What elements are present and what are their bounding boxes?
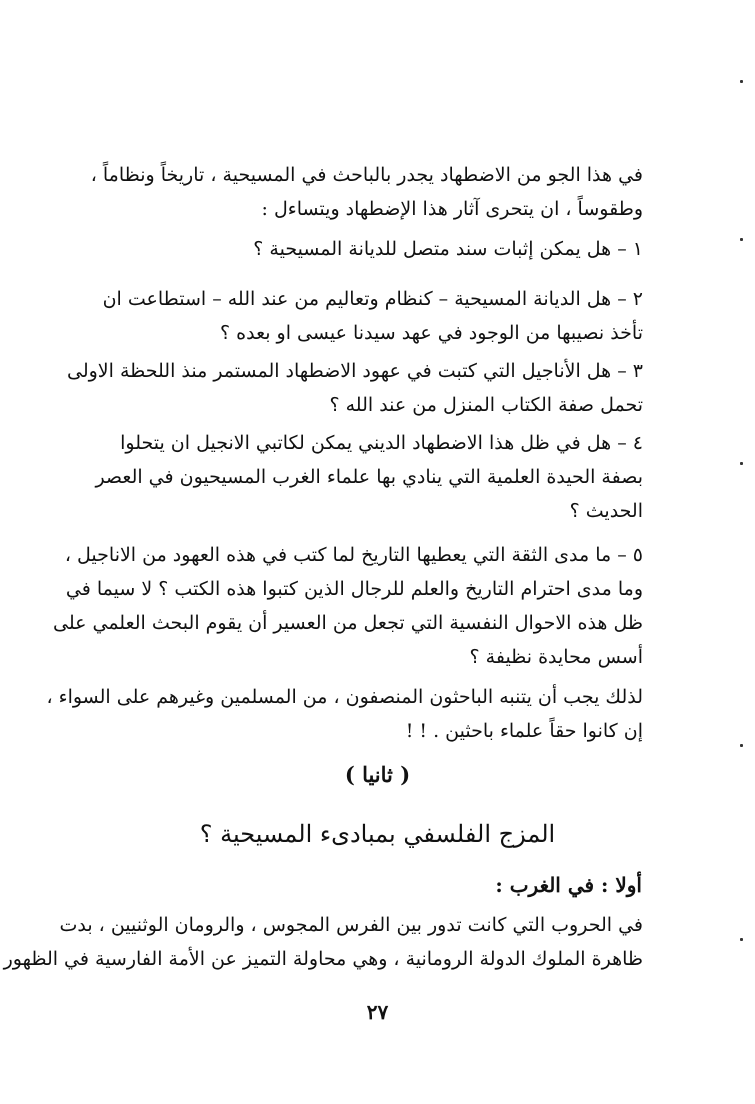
- text-line: تأخذ نصيبها من الوجود في عهد سيدنا عيسى او بعده ؟: [220, 322, 643, 344]
- subheading: أولا : في الغرب :: [495, 873, 642, 897]
- text-line: ظل هذه الاحوال النفسية التي تجعل من العسير أن يقوم البحث العلمي على: [52, 612, 643, 634]
- section-heading: ( ثانيا ): [344, 762, 411, 787]
- text-line: ٤ – هل في ظل هذا الاضطهاد الديني يمكن لكاتبي الانجيل ان يتحلوا: [120, 432, 643, 454]
- question-1: [95, 232, 643, 266]
- text-line: وما مدى احترام التاريخ والعلم للرجال الذين كتبوا هذه الكتب ؟ لا سيما في: [65, 578, 643, 600]
- margin-speck: [740, 238, 743, 241]
- question-4: [95, 426, 643, 528]
- text-line: ظاهرة الملوك الدولة الرومانية ، وهي محاولة التميز عن الأمة الفارسية في الظهور: [3, 948, 643, 970]
- text-line: تحمل صفة الكتاب المنزل من عند الله ؟: [329, 394, 643, 416]
- margin-speck: [740, 462, 743, 465]
- text-line: وطقوساً ، ان يتحرى آثار هذا الإضطهاد ويتساءل :: [261, 198, 643, 220]
- text-line: ١ – هل يمكن إثبات سند متصل للديانة المسيحية ؟: [253, 238, 643, 260]
- text-line: الحديث ؟: [569, 500, 643, 522]
- text-line: في الحروب التي كانت تدور بين الفرس المجوس ، والرومان الوثنيين ، بدت: [59, 914, 643, 936]
- text-line: لذلك يجب أن يتنبه الباحثون المنصفون ، من المسلمين وغيرهم على السواء ،: [46, 686, 643, 708]
- margin-speck: [740, 744, 743, 747]
- question-3: [67, 354, 643, 422]
- question-2: [95, 282, 643, 350]
- text-line: أسس محايدة نظيفة ؟: [469, 646, 643, 668]
- paragraph-conclusion: [46, 680, 643, 748]
- text-line: ٥ – ما مدى الثقة التي يعطيها التاريخ لما كتب في هذه العهود من الاناجيل ،: [64, 544, 643, 566]
- margin-speck: [740, 938, 743, 941]
- text-line: بصفة الحيدة العلمية التي ينادي بها علماء الغرب المسيحيون في العصر: [95, 466, 643, 488]
- text-line: ٢ – هل الديانة المسيحية – كنظام وتعاليم من عند الله – استطاعت ان: [102, 288, 643, 310]
- text-line: في هذا الجو من الاضطهاد يجدر بالباحث في المسيحية ، تاريخاً ونظاماً ،: [90, 164, 643, 186]
- paragraph-closing: [3, 908, 643, 976]
- page-number: ٢٧: [366, 1000, 389, 1024]
- margin-speck: [740, 80, 743, 83]
- question-5: [52, 538, 643, 674]
- paragraph-intro: [90, 158, 643, 226]
- chapter-title: المزج الفلسفي بمبادىء المسيحية ؟: [199, 820, 556, 848]
- text-line: إن كانوا حقاً علماء باحثين . ! !: [405, 720, 643, 742]
- text-line: ٣ – هل الأناجيل التي كتبت في عهود الاضطهاد المستمر منذ اللحظة الاولى: [67, 360, 643, 382]
